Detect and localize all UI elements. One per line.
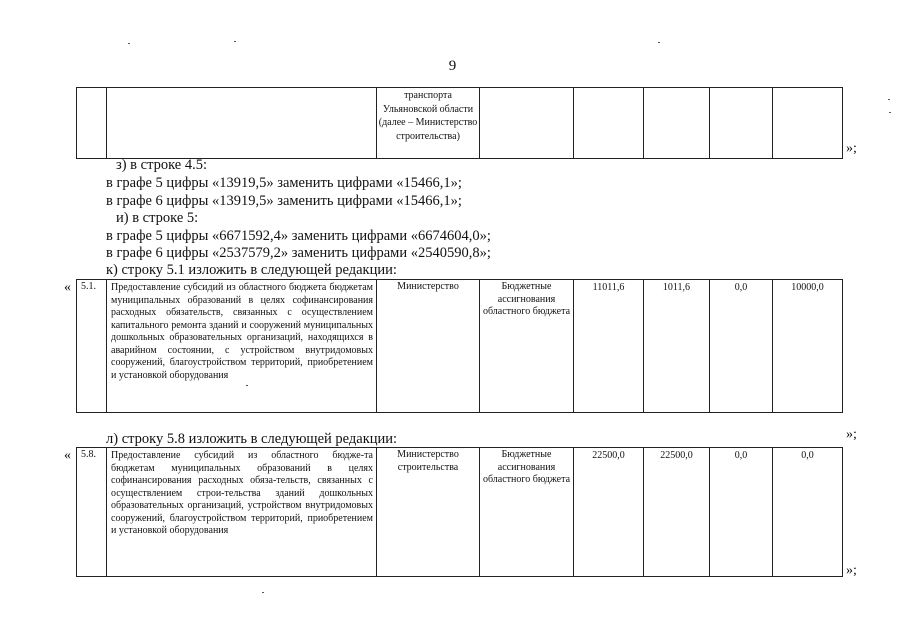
row-5-1-total: 11011,6 [574,280,644,413]
scan-speck [128,43,130,44]
scan-speck [246,385,248,386]
row-5-8-closing-quote: »; [846,563,857,578]
top-cell-desc [107,88,377,159]
line-z-col6: в графе 6 цифры «13919,5» заменить цифрами «15466,1»; [106,193,462,209]
scan-speck [234,41,236,42]
top-cell-total [574,88,644,159]
row-5-1-y1: 1011,6 [644,280,710,413]
row-5-8-y2: 0,0 [710,448,773,577]
top-cell-y2 [710,88,773,159]
line-i-col6: в графе 6 цифры «2537579,2» заменить цифрами «2540590,8»; [106,245,491,261]
row-5-1-y3: 10000,0 [773,280,843,413]
line-z: з) в строке 4.5: [116,157,208,173]
row-5-1-source: Бюджетные ассигнования областного бюджета [480,280,574,413]
row-5-1-num: 5.1. [77,280,107,413]
row-5-8-y1: 22500,0 [644,448,710,577]
top-cell-y3 [773,88,843,159]
top-cell-source [480,88,574,159]
row-5-8-num: 5.8. [77,448,107,577]
row-5-8-executor: Министерство строительства [377,448,480,577]
row-5-1-y2: 0,0 [710,280,773,413]
row-5-1-open-quote: « [64,280,71,295]
row-5-1-executor: Министерство [377,280,480,413]
line-l: л) строку 5.8 изложить в следующей редакции: [106,431,398,447]
scan-speck [262,592,264,593]
top-table-closing-quote: »; [846,141,857,156]
top-cell-num [77,88,107,159]
row-5-8-open-quote: « [64,448,71,463]
scan-speck [658,42,660,43]
scan-speck [888,99,890,100]
row-5-8-table [76,447,843,577]
top-cell-y1 [644,88,710,159]
line-z-col5: в графе 5 цифры «13919,5» заменить цифрами «15466,1»; [106,175,462,191]
row-5-8-desc: Предоставление субсидий из областного бюдже-та бюджетам муниципальных образований в целях софинансирования расходных обяза-тельств, связанных с осуществлением строи-тельства зданий дошкольных образовательных организаций, устройством внутридомовых сооружений, благоустройством территорий, приобретением и установкой оборудования [107,448,377,577]
page-number: 9 [448,58,457,74]
row-5-1-desc: Предоставление субсидий из областного бюджета бюджетам муниципальных образований в целях софинансирования расходных обязательств, связанных с осуществлением капитального ремонта зданий и сооружений муниципальных дошкольных образовательных организаций, находящихся в аварийном состоянии, с устройством внутридомовых сооружений, благоустройством территорий, приобретением и установкой оборудования [107,280,377,413]
row-5-8-total: 22500,0 [574,448,644,577]
row-5-8-source: Бюджетные ассигнования областного бюджета [480,448,574,577]
row-5-8-y3: 0,0 [773,448,843,577]
top-table [76,87,843,159]
row-5-1-table [76,279,843,413]
scan-speck [889,112,891,113]
line-k: к) строку 5.1 изложить в следующей редакции: [106,262,397,278]
line-i: и) в строке 5: [116,210,199,226]
top-cell-executor: транспорта Ульяновской области (далее – Министерство строительства) [377,88,480,159]
row-5-1-closing-quote: »; [846,427,857,442]
line-i-col5: в графе 5 цифры «6671592,4» заменить цифрами «6674604,0»; [106,228,491,244]
